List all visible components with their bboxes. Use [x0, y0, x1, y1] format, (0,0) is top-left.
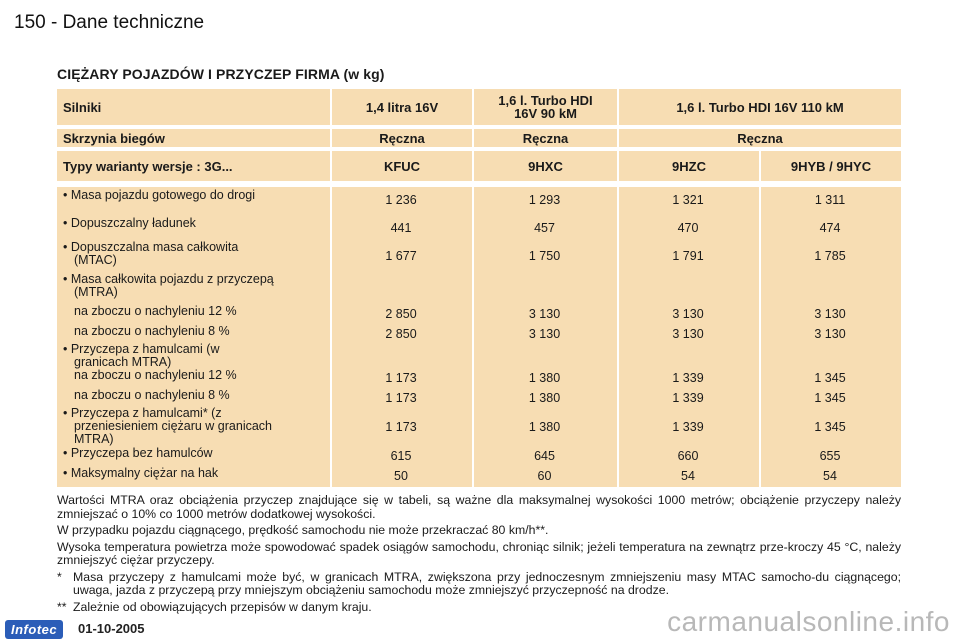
row-value [617, 343, 759, 371]
row-label: na zboczu o nachyleniu 12 % [74, 368, 237, 382]
table-row [57, 217, 901, 239]
row-value: 660 [677, 448, 699, 463]
row-value: 615 [390, 448, 412, 463]
row-value: 1 173 [385, 370, 417, 385]
row-value: 3 130 [528, 306, 561, 321]
row-label: • Dopuszczalny ładunek [63, 216, 196, 230]
row-value: 470 [677, 220, 699, 235]
table-row [57, 369, 901, 387]
watermark: carmanualsonline.info [667, 606, 950, 637]
row-label: • Maksymalny ciężar na hak [63, 466, 219, 480]
notes [57, 494, 901, 617]
row-value: 655 [819, 448, 841, 463]
row-label: • Dopuszczalna masa całkowita (MTAC) [63, 240, 239, 267]
row-value: 441 [390, 220, 412, 235]
type-4: 9HYB / 9HYC [759, 151, 901, 181]
row-value: 1 173 [385, 419, 417, 434]
type-1: KFUC [330, 151, 472, 181]
weights-table [57, 89, 901, 487]
table-row [57, 189, 901, 211]
engines-row [57, 89, 901, 125]
row-value: 1 293 [528, 192, 561, 207]
row-value: 1 311 [814, 192, 846, 207]
footnote-text: Zależnie od obowiązujących przepisów w danym kraju. [73, 599, 372, 614]
row-value: 1 750 [528, 248, 561, 263]
row-value: 457 [534, 220, 555, 235]
table-row [57, 305, 901, 323]
row-value: 3 130 [814, 306, 846, 321]
table-row [57, 343, 901, 371]
types-row [57, 151, 901, 181]
table-row [57, 325, 901, 343]
row-value: 3 130 [528, 326, 561, 341]
row-value: 645 [534, 448, 555, 463]
infotec-logo: Infotec [5, 620, 63, 639]
row-value: 1 345 [814, 419, 846, 434]
row-value: 3 130 [672, 306, 704, 321]
row-value: 1 339 [672, 390, 704, 405]
row-value: 1 380 [528, 390, 561, 405]
row-label: na zboczu o nachyleniu 8 % [74, 388, 230, 402]
row-value [759, 343, 901, 371]
row-value: 1 345 [814, 370, 846, 385]
row-value: 1 791 [672, 248, 704, 263]
row-value: 1 173 [385, 390, 417, 405]
engine-1: 1,4 litra 16V [330, 89, 472, 125]
footer-date: 01-10-2005 [78, 621, 145, 636]
engine-2 [472, 89, 617, 125]
footnote-mark: * [57, 569, 62, 584]
table-row [57, 407, 901, 447]
row-value: 474 [819, 220, 841, 235]
row-label: na zboczu o nachyleniu 12 % [74, 304, 237, 318]
engines-label: Silniki [63, 99, 102, 115]
row-value: 1 321 [672, 192, 704, 207]
table-row [57, 273, 901, 303]
section-title: CIĘŻARY POJAZDÓW I PRZYCZEP FIRMA (w kg) [57, 66, 385, 82]
table-row [57, 447, 901, 465]
page-header: 150 - Dane techniczne [14, 12, 205, 33]
row-value: 3 130 [672, 326, 704, 341]
gearbox-label: Skrzynia biegów [63, 130, 165, 146]
row-value [472, 273, 617, 303]
gearbox-3: Ręczna [617, 129, 901, 147]
type-3: 9HZC [617, 151, 759, 181]
row-label: • Przyczepa bez hamulców [63, 446, 213, 460]
row-value [330, 273, 472, 303]
table-row [57, 389, 901, 407]
footnote-mark: ** [57, 599, 67, 614]
row-value [759, 273, 901, 303]
engine-2-line1: 1,6 l. Turbo HDI [498, 93, 593, 108]
row-label: na zboczu o nachyleniu 8 % [74, 324, 230, 338]
row-value: 1 380 [528, 370, 561, 385]
row-value: 1 380 [528, 419, 561, 434]
row-value [617, 273, 759, 303]
row-value: 1 236 [385, 192, 417, 207]
note-paragraph: W przypadku pojazdu ciągnącego, prędkość samochodu nie może przekraczać 80 km/h**. [57, 523, 549, 537]
row-value: 1 677 [385, 248, 417, 263]
engine-3: 1,6 l. Turbo HDI 16V 110 kM [617, 89, 901, 125]
row-label: • Masa całkowita pojazdu z przyczepą (MTRA) [63, 272, 274, 299]
footnote-1 [57, 571, 901, 598]
row-value: 2 850 [385, 326, 417, 341]
row-label: • Przyczepa z hamulcami* (z przeniesieniem ciężaru w granicach MTRA) [63, 406, 273, 446]
engine-2-line2: 16V 90 kM [514, 106, 577, 121]
gearbox-1: Ręczna [330, 129, 472, 147]
row-value: 1 785 [814, 248, 846, 263]
note-paragraph: Wysoka temperatura powietrza może spowodować spadek osiągów samochodu, chroniąc silnik; jeżeli temperatura na zewnątrz prze-kroczy 45 °C, należy zmniejszyć ciężar przyczepy. [57, 539, 901, 567]
gearbox-2: Ręczna [472, 129, 617, 147]
type-2: 9HXC [472, 151, 617, 181]
row-value [330, 343, 472, 371]
row-value: 1 339 [672, 370, 704, 385]
types-label: Typy warianty wersje : 3G... [63, 158, 233, 174]
table-body [57, 187, 901, 487]
row-value: 54 [823, 468, 837, 483]
row-value [472, 343, 617, 371]
row-value: 2 850 [385, 306, 417, 321]
row-value: 3 130 [814, 326, 846, 341]
footnote-text: Masa przyczepy z hamulcami może być, w granicach MTRA, zwiększona przy jednoczesnym zmniejszeniu masy MTAC samocho-du ciągnącego; uwaga, jazda z przyczepą przy mniejszym obciążeniu samochodu może zmniejszyć przyczepność na drodze. [73, 569, 901, 597]
table-row [57, 241, 901, 271]
row-value: 1 339 [672, 419, 704, 434]
row-value: 1 345 [814, 390, 846, 405]
table-row [57, 467, 901, 485]
row-label: • Przyczepa z hamulcami (w granicach MTRA) [63, 342, 220, 369]
row-value: 50 [394, 468, 408, 483]
note-paragraph: Wartości MTRA oraz obciążenia przyczep znajdujące się w tabeli, są ważne dla maksymalnej wysokości 1000 metrów; obciążenie przyczepy należy zmniejszać o 10% co 1000 metrów dodatkowej wysokości. [57, 493, 901, 521]
row-label: • Masa pojazdu gotowego do drogi [63, 188, 256, 202]
row-value: 54 [681, 468, 695, 483]
row-value: 60 [537, 468, 552, 483]
gearbox-row [57, 129, 901, 147]
